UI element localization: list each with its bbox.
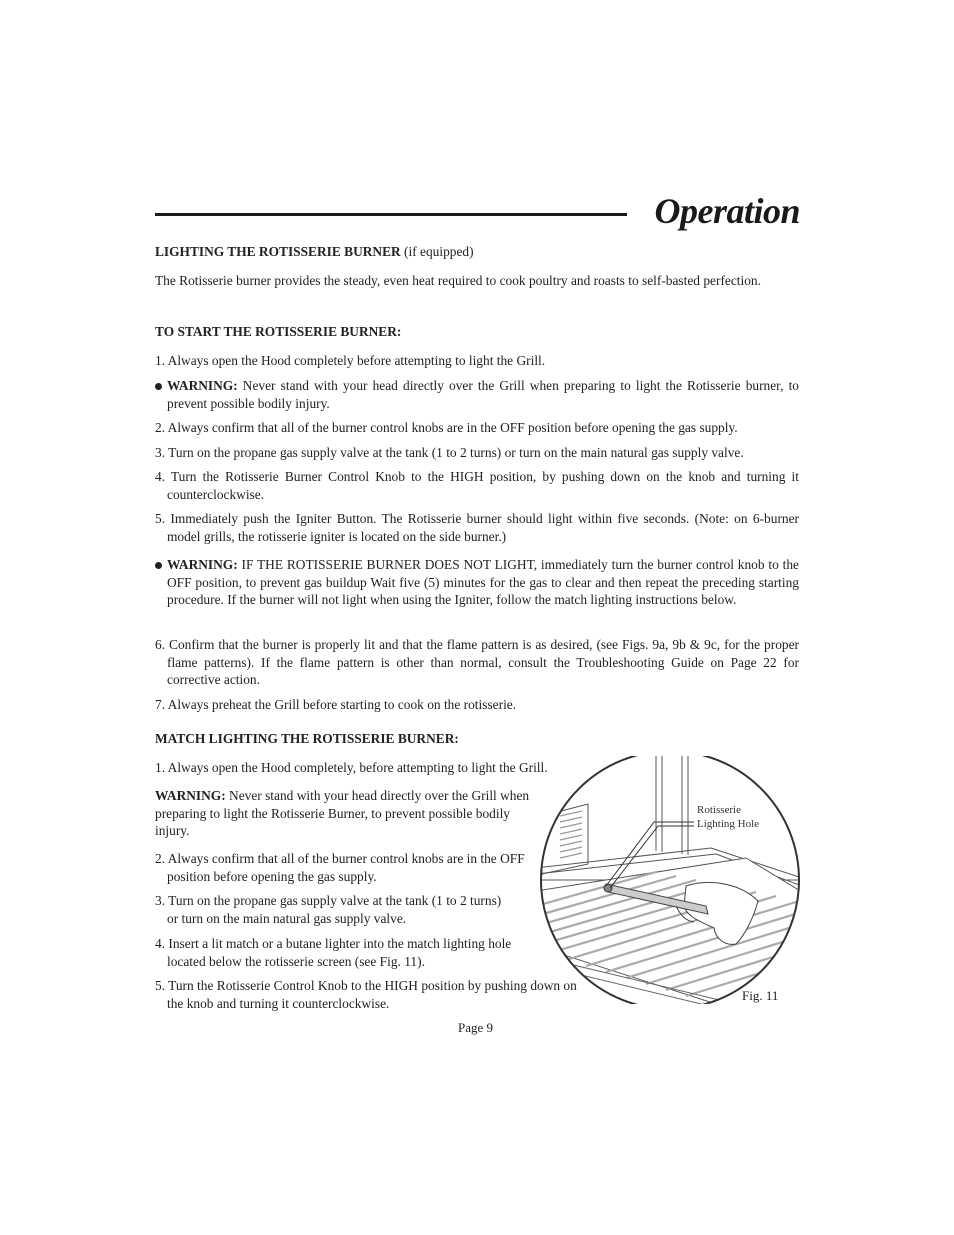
warning-text: Never stand with your head directly over the Grill when preparing to light the Rotisserie Burner, to prevent possible bodily injury. xyxy=(155,788,530,839)
page-number: Page 9 xyxy=(458,1020,494,1035)
page-title: Operation xyxy=(654,191,800,231)
start-step-5: 5. Immediately push the Igniter Button. The Rotisserie burner should light within five seconds. (Note: on 6-burner model grills, the rotisserie igniter is located on the side burner.) xyxy=(155,511,799,544)
start-step-1: 1. Always open the Hood completely before attempting to light the Grill. xyxy=(155,353,546,368)
start-warning-1 xyxy=(155,377,799,412)
warning-label: WARNING: xyxy=(167,557,238,572)
warning-text: IF THE ROTISSERIE BURNER DOES NOT LIGHT, immediately turn the burner control knob to the OFF position, to prevent gas buildup Wait five (5) minutes for the gas to clear and then repeat the preceding starting procedure. If the burner will not light when using the Igniter, follow the match lighting instructions below. xyxy=(167,557,799,608)
heading-note: (if equipped) xyxy=(400,244,474,259)
bullet-icon xyxy=(155,562,162,569)
warning-label: WARNING: xyxy=(155,788,226,803)
start-step-2: 2. Always confirm that all of the burner control knobs are in the OFF position before opening the gas supply. xyxy=(155,420,738,435)
start-step-4: 4. Turn the Rotisserie Burner Control Knob to the HIGH position, by pushing down on the knob and turning it counterclockwise. xyxy=(155,469,799,502)
match-step-4: 4. Insert a lit match or a butane lighter into the match lighting hole located below the rotisserie screen (see Fig. 11). xyxy=(155,936,512,969)
section-heading-match: MATCH LIGHTING THE ROTISSERIE BURNER: xyxy=(155,731,459,746)
match-step-1: 1. Always open the Hood completely, before attempting to light the Grill. xyxy=(155,760,548,775)
match-step-2: 2. Always confirm that all of the burner control knobs are in the OFF position before opening the gas supply. xyxy=(155,851,525,884)
start-step-6: 6. Confirm that the burner is properly lit and that the flame pattern is as desired, (see Figs. 9a, 9b & 9c, for the proper flame patterns). If the flame pattern is other than normal, consult the Troubleshooting Guide on Page 22 for corrective action. xyxy=(155,637,799,688)
match-warning xyxy=(155,787,543,840)
match-step-3: 3. Turn on the propane gas supply valve at the tank (1 to 2 turns) or turn on the main natural gas supply valve. xyxy=(155,893,502,926)
start-step-3: 3. Turn on the propane gas supply valve at the tank (1 to 2 turns) or turn on the main natural gas supply valve. xyxy=(155,445,744,460)
start-step-7: 7. Always preheat the Grill before starting to cook on the rotisserie. xyxy=(155,697,517,712)
match-step-5: 5. Turn the Rotisserie Control Knob to the HIGH position by pushing down on the knob and turning it counterclockwise. xyxy=(155,978,577,1011)
section-heading-start: TO START THE ROTISSERIE BURNER: xyxy=(155,324,402,339)
intro-paragraph: The Rotisserie burner provides the steady, even heat required to cook poultry and roasts to self-basted perfection. xyxy=(155,273,761,288)
section-heading-lighting xyxy=(155,243,799,261)
heading-text: LIGHTING THE ROTISSERIE BURNER xyxy=(155,244,401,259)
figure-11-illustration xyxy=(536,756,802,1004)
warning-label: WARNING: xyxy=(167,378,238,393)
header-rule xyxy=(155,213,627,216)
figure-caption: Fig. 11 xyxy=(742,988,779,1003)
page-header xyxy=(155,188,800,234)
start-warning-2 xyxy=(155,556,799,609)
callout-line-2: Lighting Hole xyxy=(697,818,760,830)
warning-text: Never stand with your head directly over the Grill when preparing to light the Rotisserie burner, to prevent possible bodily injury. xyxy=(167,378,799,411)
callout-line-1: Rotisserie xyxy=(697,804,741,816)
bullet-icon xyxy=(155,383,162,390)
